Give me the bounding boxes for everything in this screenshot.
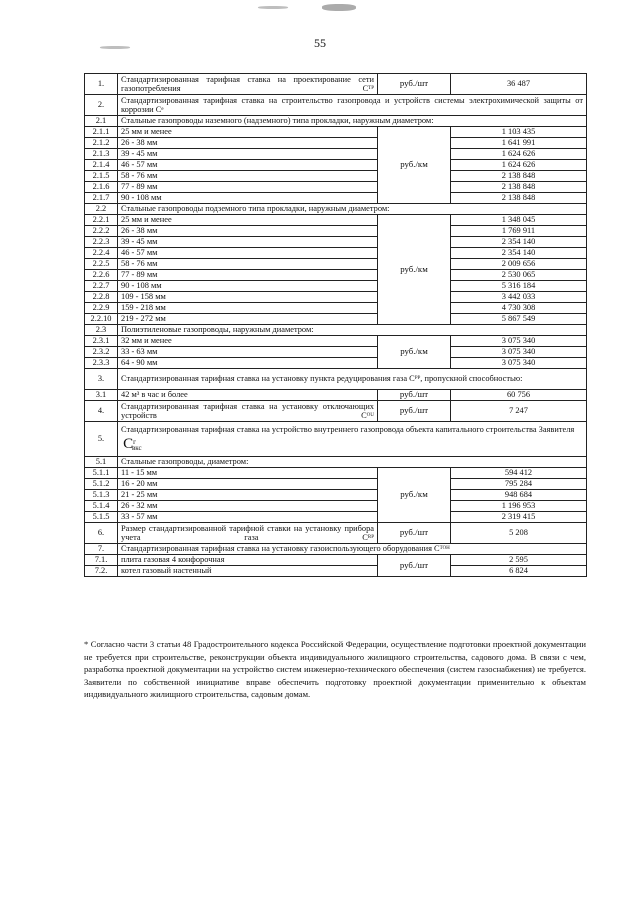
row-name: Стандартизированная тарифная ставка на установку газоиспользующего оборудования Сᵀᴼᴴ	[118, 544, 587, 555]
row-number: 5.1.1	[85, 468, 118, 479]
row-name-cell	[118, 422, 587, 457]
row-number: 2.1.2	[85, 138, 118, 149]
row-name: 219 - 272 мм	[118, 314, 378, 325]
row-number: 2.1.1	[85, 127, 118, 138]
row-number: 5.1.3	[85, 490, 118, 501]
row-name: 26 - 38 мм	[118, 138, 378, 149]
scan-artifact-top-blot	[322, 4, 356, 11]
scan-artifact-top-center	[258, 6, 288, 9]
row-price: 2 319 415	[451, 512, 587, 523]
row-price: 5 867 549	[451, 314, 587, 325]
row-number: 2.2.6	[85, 270, 118, 281]
row-number: 2.1.5	[85, 171, 118, 182]
row-price: 1 624 626	[451, 160, 587, 171]
row-name: Стандартизированная тарифная ставка на проектирование сети газопотребления Сᵀᴾ	[118, 74, 378, 95]
table-row-6	[85, 523, 587, 544]
table-row	[85, 347, 587, 358]
table-row	[85, 566, 587, 577]
row-number: 2.3	[85, 325, 118, 336]
table-row-3	[85, 369, 587, 390]
table-row	[85, 182, 587, 193]
row-unit: руб./км	[378, 215, 451, 325]
row-name: Стандартизированная тарифная ставка на установку пункта редуцирования газа Сᴾᴾ, пропускной способностью:	[118, 369, 587, 390]
row-price: 3 075 340	[451, 336, 587, 347]
table-row	[85, 138, 587, 149]
table-row-2-1	[85, 116, 587, 127]
row-name: 16 - 20 мм	[118, 479, 378, 490]
tariff-symbol-letter: С	[123, 435, 134, 452]
row-number: 2.2.7	[85, 281, 118, 292]
table-row	[85, 149, 587, 160]
row-name: 39 - 45 мм	[118, 237, 378, 248]
row-name: 77 - 89 мм	[118, 182, 378, 193]
row-name: Стальные газопроводы подземного типа прокладки, наружным диаметром:	[118, 204, 587, 215]
row-price: 4 730 308	[451, 303, 587, 314]
row-price: 36 487	[451, 74, 587, 95]
row-number: 2.2.8	[85, 292, 118, 303]
row-number: 7.	[85, 544, 118, 555]
table-row	[85, 512, 587, 523]
table-row-1	[85, 74, 587, 95]
row-name: Стальные газопроводы наземного (надземного) типа прокладки, наружным диаметром:	[118, 116, 587, 127]
row-number: 5.	[85, 422, 118, 457]
row-price: 2 138 848	[451, 171, 587, 182]
table-row	[85, 555, 587, 566]
row-number: 3.1	[85, 390, 118, 401]
row-number: 2.	[85, 95, 118, 116]
table-row-2-2	[85, 204, 587, 215]
row-name: 90 - 108 мм	[118, 193, 378, 204]
row-number: 2.3.3	[85, 358, 118, 369]
table-row	[85, 215, 587, 226]
row-name: 33 - 57 мм	[118, 512, 378, 523]
row-price: 5 316 184	[451, 281, 587, 292]
row-price: 3 075 340	[451, 347, 587, 358]
row-name: 109 - 158 мм	[118, 292, 378, 303]
row-price: 948 684	[451, 490, 587, 501]
row-number: 2.2.4	[85, 248, 118, 259]
row-price: 1 624 626	[451, 149, 587, 160]
tariff-table-body	[85, 74, 587, 577]
row-price: 3 075 340	[451, 358, 587, 369]
row-price: 1 196 953	[451, 501, 587, 512]
row-number: 4.	[85, 401, 118, 422]
row-name: Стандартизированная тарифная ставка на строительство газопровода и устройств системы электрохимической защиты от коррозии Сᵉ	[118, 95, 587, 116]
row-price: 795 284	[451, 479, 587, 490]
row-number: 2.1	[85, 116, 118, 127]
row-price: 2 530 065	[451, 270, 587, 281]
table-row	[85, 226, 587, 237]
tariff-table	[84, 73, 587, 577]
table-row-2-3	[85, 325, 587, 336]
row-unit: руб./шт	[378, 523, 451, 544]
page-number: 55	[314, 36, 326, 50]
row-unit: руб./шт	[378, 390, 451, 401]
table-row	[85, 237, 587, 248]
row-name: котел газовый настенный	[118, 566, 378, 577]
table-row	[85, 501, 587, 512]
row-name: 58 - 76 мм	[118, 171, 378, 182]
row-number: 7.1.	[85, 555, 118, 566]
table-row	[85, 171, 587, 182]
row-name: 25 мм и менее	[118, 127, 378, 138]
row-name: 32 мм и менее	[118, 336, 378, 347]
row-name: 26 - 32 мм	[118, 501, 378, 512]
table-row	[85, 336, 587, 347]
table-row-7	[85, 544, 587, 555]
row-price: 1 103 435	[451, 127, 587, 138]
table-row-5-1	[85, 457, 587, 468]
row-unit: руб./шт	[378, 555, 451, 577]
row-price: 2 138 848	[451, 182, 587, 193]
table-row	[85, 160, 587, 171]
row-name: 21 - 25 мм	[118, 490, 378, 501]
row-unit: руб./км	[378, 127, 451, 204]
table-row-3-1	[85, 390, 587, 401]
row-price: 594 412	[451, 468, 587, 479]
row-number: 2.2	[85, 204, 118, 215]
table-row	[85, 248, 587, 259]
row-name: плита газовая 4 конфорочная	[118, 555, 378, 566]
row-number: 5.1.4	[85, 501, 118, 512]
row-number: 2.2.2	[85, 226, 118, 237]
row-name: Стальные газопроводы, диаметром:	[118, 457, 587, 468]
row-name: 58 - 76 мм	[118, 259, 378, 270]
table-row	[85, 127, 587, 138]
row-number: 6.	[85, 523, 118, 544]
row-number: 2.2.10	[85, 314, 118, 325]
row-price: 2 354 140	[451, 237, 587, 248]
row-unit: руб./шт	[378, 74, 451, 95]
row-number: 5.1.2	[85, 479, 118, 490]
table-row	[85, 314, 587, 325]
row-number: 2.3.2	[85, 347, 118, 358]
row-number: 3.	[85, 369, 118, 390]
row-name: 159 - 218 мм	[118, 303, 378, 314]
row-number: 5.1	[85, 457, 118, 468]
table-row	[85, 479, 587, 490]
table-row	[85, 281, 587, 292]
row-name: 90 - 108 мм	[118, 281, 378, 292]
tariff-symbol	[121, 435, 142, 453]
row-price: 5 208	[451, 523, 587, 544]
row-number: 5.1.5	[85, 512, 118, 523]
row-name: 11 - 15 мм	[118, 468, 378, 479]
row-price: 2 009 656	[451, 259, 587, 270]
row-name: 46 - 57 мм	[118, 248, 378, 259]
row-price: 1 641 991	[451, 138, 587, 149]
row-number: 2.2.3	[85, 237, 118, 248]
row-name: 25 мм и менее	[118, 215, 378, 226]
row-price: 2 138 848	[451, 193, 587, 204]
row-name: Стандартизированная тарифная ставка на установку отключающих устройств Сᴼᵁ	[118, 401, 378, 422]
row-number: 2.1.4	[85, 160, 118, 171]
tariff-symbol-sup: г	[133, 437, 136, 446]
row-number: 2.2.1	[85, 215, 118, 226]
table-row	[85, 292, 587, 303]
row-unit: руб./шт	[378, 401, 451, 422]
table-row	[85, 193, 587, 204]
row-number: 2.1.3	[85, 149, 118, 160]
table-row	[85, 259, 587, 270]
table-row-5	[85, 422, 587, 457]
row-price: 60 756	[451, 390, 587, 401]
row-name: Размер стандартизированной тарифной ставки на установку прибора учета газа Сᴿᴾ	[118, 523, 378, 544]
row-number: 1.	[85, 74, 118, 95]
table-row	[85, 303, 587, 314]
row-name: 39 - 45 мм	[118, 149, 378, 160]
row-unit: руб./км	[378, 468, 451, 523]
row-name: 46 - 57 мм	[118, 160, 378, 171]
footnote: * Согласно части 3 статьи 48 Градостроительного кодекса Российской Федерации, осуществление подготовки проектной документации не требуется при строительстве, реконструкции объекта индивидуального жилищного строительства, садового дома. В связи с чем, разработка проектной документации на устройство систем инженерно-технического обеспечения (систем газоснабжения) не требуется. Заявители по собственной инициативе вправе обеспечить подготовку проектной документации применительно к объектам индивидуального жилищного строительства, садовым домам.	[84, 639, 586, 700]
row-price: 2 354 140	[451, 248, 587, 259]
row-price: 1 769 911	[451, 226, 587, 237]
row-number: 2.3.1	[85, 336, 118, 347]
table-row-2	[85, 95, 587, 116]
row-name: Стандартизированная тарифная ставка на устройство внутреннего газопровода объекта капитального строительства Заявителя	[121, 424, 575, 434]
row-price: 2 595	[451, 555, 587, 566]
table-row	[85, 490, 587, 501]
row-name: 64 - 90 мм	[118, 358, 378, 369]
row-name: 77 - 89 мм	[118, 270, 378, 281]
row-price: 7 247	[451, 401, 587, 422]
row-name: 33 - 63 мм	[118, 347, 378, 358]
row-number: 2.2.5	[85, 259, 118, 270]
table-row	[85, 468, 587, 479]
row-number: 2.2.9	[85, 303, 118, 314]
table-row	[85, 270, 587, 281]
row-number: 2.1.6	[85, 182, 118, 193]
tariff-symbol-sub: вкс	[131, 444, 142, 453]
row-price: 1 348 045	[451, 215, 587, 226]
row-name: 42 м³ в час и более	[118, 390, 378, 401]
table-row-4	[85, 401, 587, 422]
row-price: 6 824	[451, 566, 587, 577]
row-number: 2.1.7	[85, 193, 118, 204]
row-name: 26 - 38 мм	[118, 226, 378, 237]
row-price: 3 442 033	[451, 292, 587, 303]
row-number: 7.2.	[85, 566, 118, 577]
row-name: Полиэтиленовые газопроводы, наружным диаметром:	[118, 325, 587, 336]
table-row	[85, 358, 587, 369]
row-unit: руб./км	[378, 336, 451, 369]
